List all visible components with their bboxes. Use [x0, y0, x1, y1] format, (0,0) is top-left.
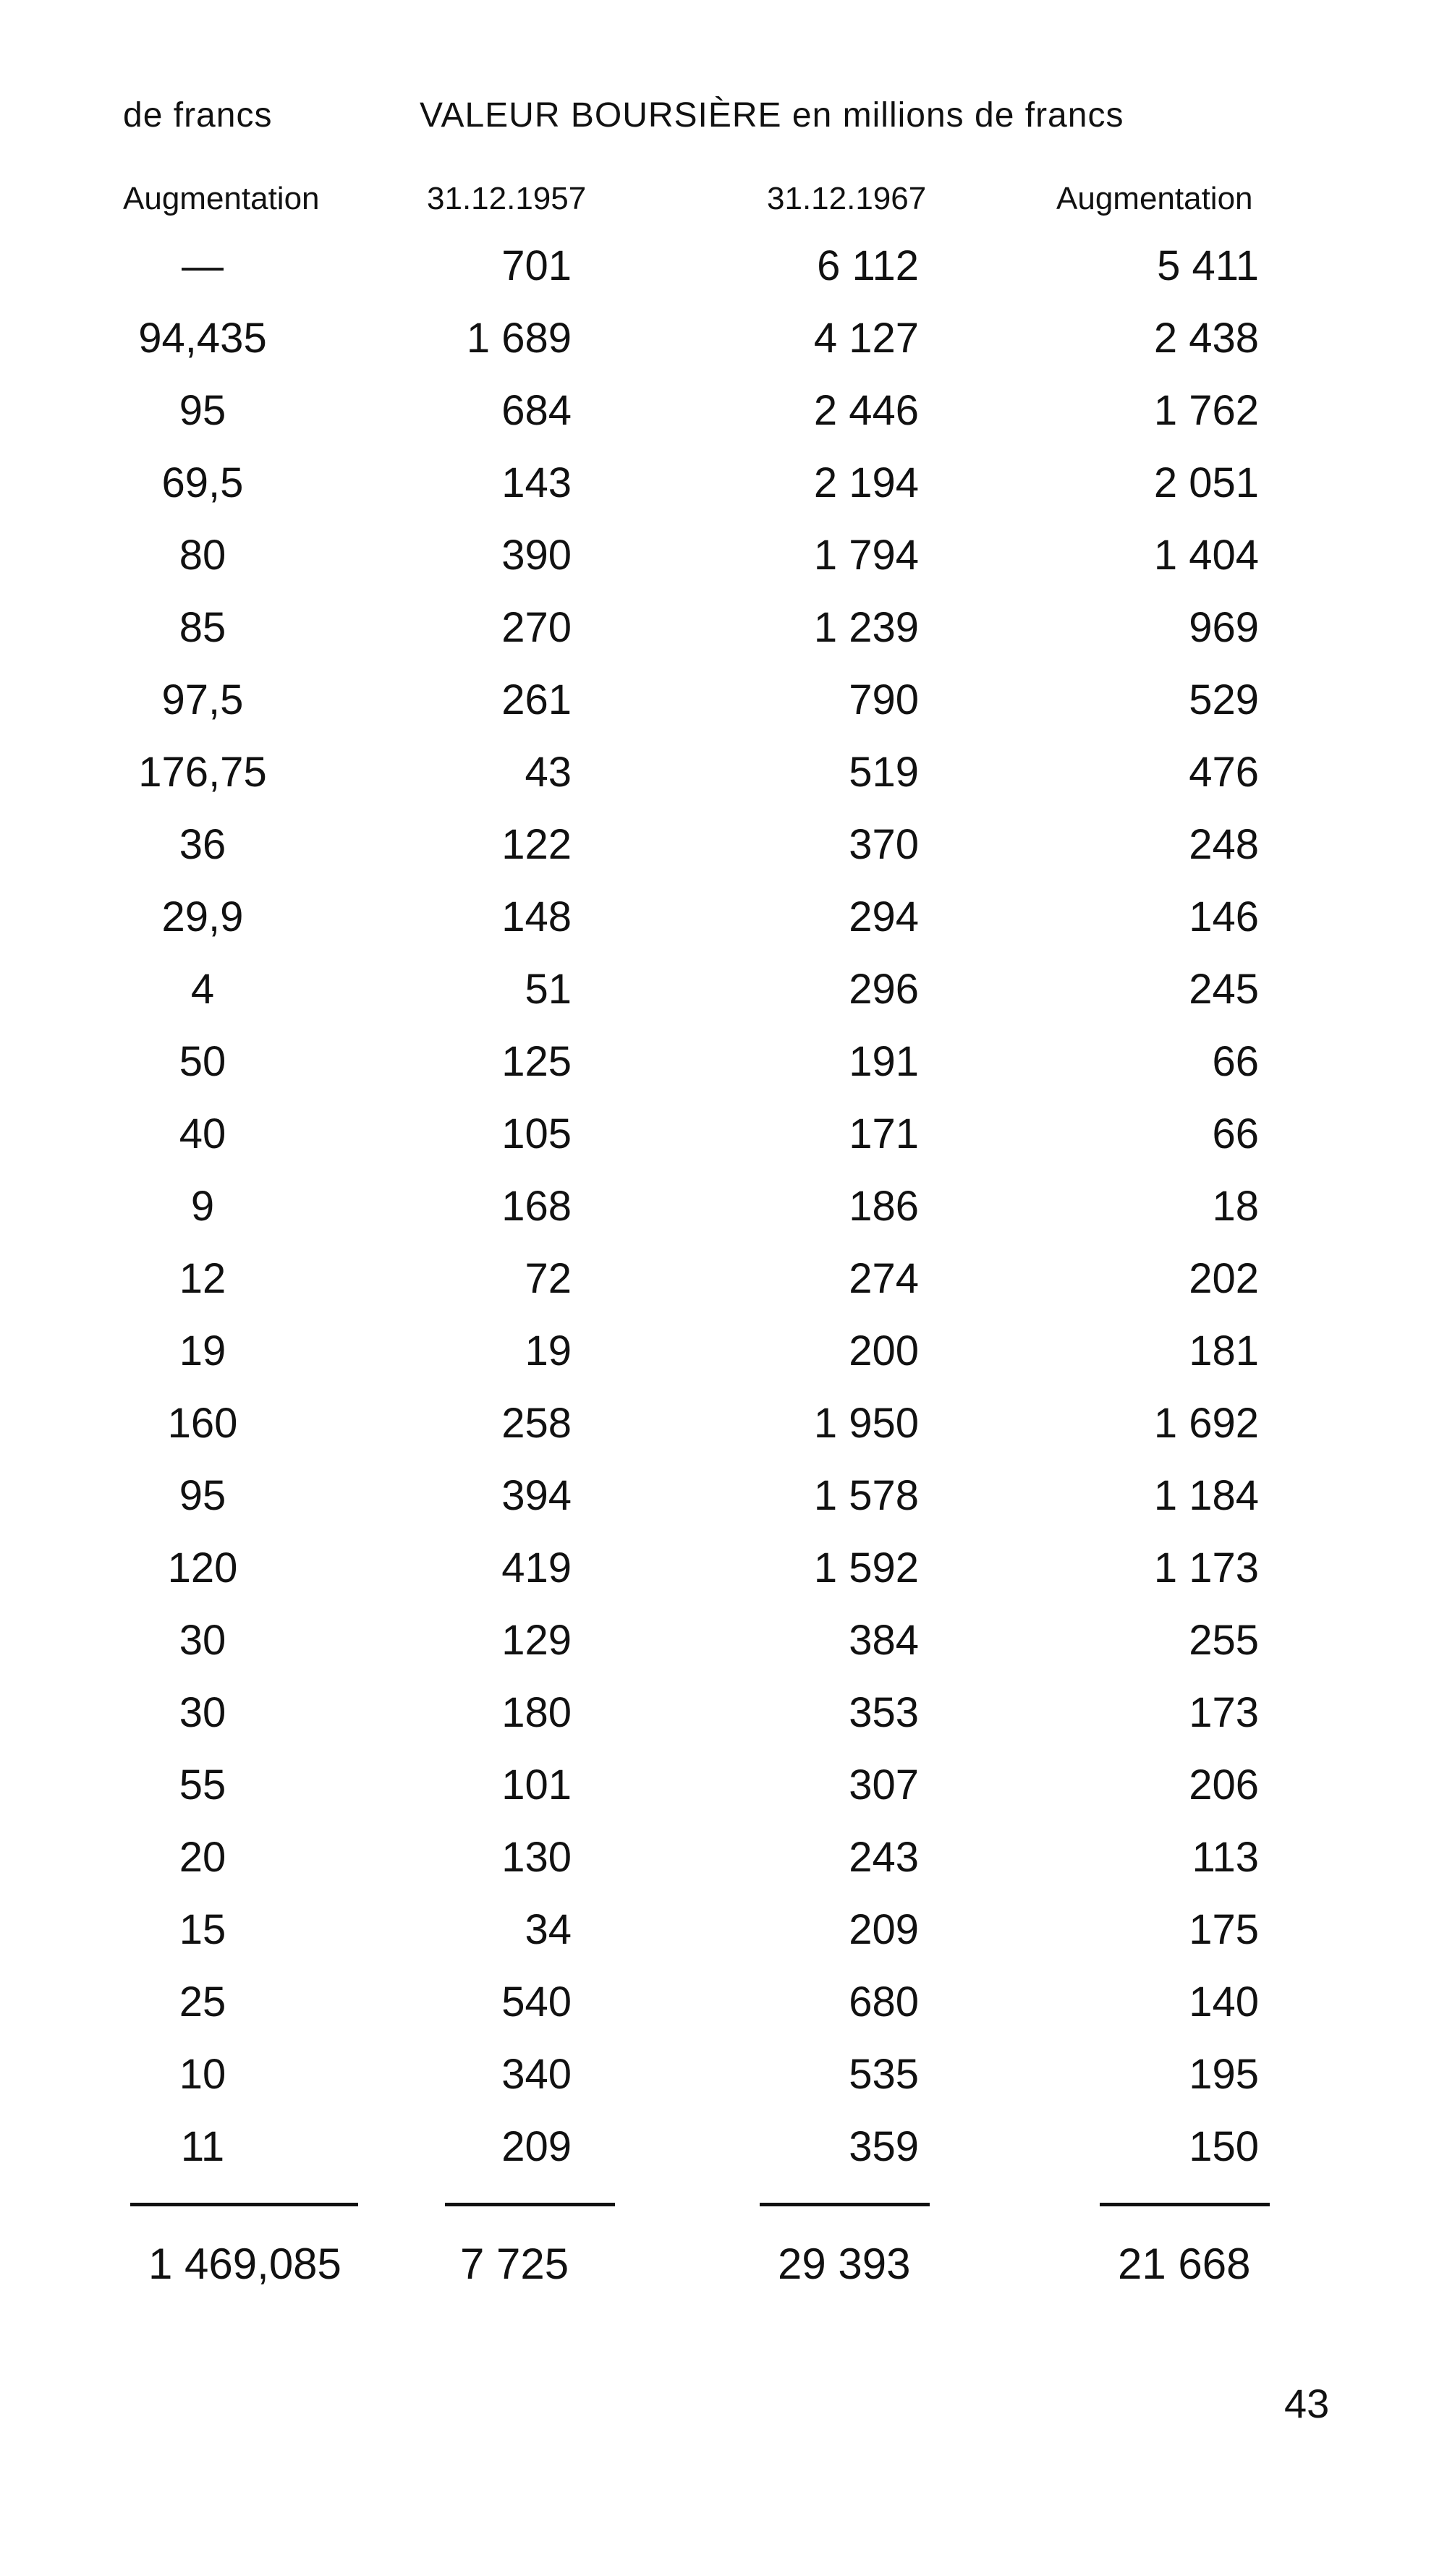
table-cell	[123, 1749, 355, 1822]
table-cell: 340	[501, 2051, 572, 2098]
table-cell	[123, 375, 355, 447]
table-cell	[123, 1532, 355, 1604]
table-cell: 66	[1212, 1038, 1259, 1085]
table-row	[0, 1894, 1447, 1966]
table-cell-text: 80	[179, 532, 226, 579]
table-cell: 181	[1189, 1327, 1259, 1374]
table-cell	[123, 1966, 355, 2039]
table-cell: 296	[849, 966, 919, 1013]
table-cell: 1 794	[813, 532, 919, 579]
table-cell: 1 689	[466, 315, 572, 362]
table-cell: 353	[849, 1689, 919, 1736]
table-cell-text: 4	[190, 966, 215, 1013]
table-cell	[123, 1315, 355, 1387]
column-header: 31.12.1967	[767, 181, 927, 216]
table-cell: 125	[501, 1038, 572, 1085]
table-row	[0, 447, 1447, 519]
table-cell-text: 25	[179, 1978, 226, 2025]
table-cell: 307	[849, 1761, 919, 1808]
table-cell: 113	[1192, 1834, 1259, 1881]
table-cell: 5 411	[1157, 242, 1259, 289]
total-cell: 21 668	[1118, 2240, 1251, 2288]
table-cell: 261	[501, 676, 572, 723]
table-cell: 140	[1189, 1978, 1259, 2025]
table-cell: 34	[525, 1906, 572, 1953]
table-cell	[123, 592, 355, 664]
table-cell-text: 11	[180, 2123, 225, 2170]
table-cell-text: 30	[179, 1617, 226, 1664]
table-cell: 258	[501, 1400, 572, 1447]
table-cell: 1 173	[1153, 1544, 1259, 1591]
table-cell: 1 950	[813, 1400, 919, 1447]
table-cell: 394	[501, 1472, 572, 1519]
table-row	[0, 736, 1447, 809]
table-cell: 1 592	[813, 1544, 919, 1591]
table-cell: 540	[501, 1978, 572, 2025]
table-cell: 122	[501, 821, 572, 868]
table-title: VALEUR BOURSIÈRE en millions de francs	[420, 96, 1124, 135]
table-row	[0, 1604, 1447, 1677]
table-cell	[123, 1460, 355, 1532]
total-cell: 1 469,085	[148, 2240, 341, 2288]
column-header: Augmentation	[123, 181, 320, 216]
table-cell: 1 692	[1153, 1400, 1259, 1447]
table-cell: 2 194	[813, 459, 919, 506]
table-cell: 274	[849, 1255, 919, 1302]
table-row	[0, 375, 1447, 447]
table-row	[0, 2111, 1447, 2183]
table-cell: 206	[1189, 1761, 1259, 1808]
table-cell: 143	[501, 459, 572, 506]
table-row	[0, 519, 1447, 592]
table-cell-text: 36	[179, 821, 226, 868]
table-cell: 680	[849, 1978, 919, 2025]
table-cell: 130	[501, 1834, 572, 1881]
table-cell-text: 20	[179, 1834, 226, 1881]
table-cell: 101	[501, 1761, 572, 1808]
table-cell: 173	[1189, 1689, 1259, 1736]
table-cell: 529	[1189, 676, 1259, 723]
table-cell-text: —	[182, 242, 224, 289]
column-header: Augmentation	[1056, 181, 1253, 216]
table-cell	[123, 447, 355, 519]
table-cell-text: 19	[179, 1327, 226, 1374]
table-cell	[123, 809, 355, 881]
table-row	[0, 1677, 1447, 1749]
table-cell-text: 10	[179, 2051, 226, 2098]
table-cell: 243	[849, 1834, 919, 1881]
table-cell: 150	[1189, 2123, 1259, 2170]
table-cell	[123, 1894, 355, 1966]
table-cell-text: 95	[179, 387, 226, 434]
table-cell: 359	[849, 2123, 919, 2170]
table-cell: 476	[1189, 749, 1259, 796]
table-row	[0, 953, 1447, 1026]
totals-row	[0, 2224, 1447, 2304]
table-cell-text: 29,9	[161, 893, 244, 940]
table-cell: 1 578	[813, 1472, 919, 1519]
table-cell: 146	[1189, 893, 1259, 940]
table-cell	[123, 736, 355, 809]
table-cell: 2 438	[1153, 315, 1259, 362]
table-cell: 202	[1189, 1255, 1259, 1302]
total-rule	[130, 2203, 358, 2206]
table-row	[0, 592, 1447, 664]
total-rule	[760, 2203, 930, 2206]
table-cell: 66	[1212, 1110, 1259, 1157]
table-cell	[123, 230, 355, 302]
table-cell-text: 50	[179, 1038, 226, 1085]
table-cell: 18	[1212, 1183, 1259, 1230]
table-cell: 171	[849, 1110, 919, 1157]
table-cell: 419	[501, 1544, 572, 1591]
table-cell: 168	[501, 1183, 572, 1230]
table-row	[0, 1460, 1447, 1532]
total-cell: 7 725	[460, 2240, 569, 2288]
table-cell: 1 762	[1153, 387, 1259, 434]
table-cell: 180	[501, 1689, 572, 1736]
table-cell-text: 120	[167, 1544, 238, 1591]
table-row	[0, 1387, 1447, 1460]
table-cell: 175	[1189, 1906, 1259, 1953]
unit-label: de francs	[123, 96, 273, 135]
table-cell	[123, 1026, 355, 1098]
table-cell	[123, 1822, 355, 1894]
table-cell: 519	[849, 749, 919, 796]
table-body	[0, 230, 1447, 2183]
table-cell: 248	[1189, 821, 1259, 868]
table-row	[0, 1822, 1447, 1894]
table-cell: 969	[1189, 604, 1259, 651]
table-row	[0, 809, 1447, 881]
table-cell-text: 85	[179, 604, 226, 651]
table-cell-text: 97,5	[161, 676, 244, 723]
table-cell: 4 127	[813, 315, 919, 362]
table-cell: 701	[501, 242, 572, 289]
table-cell: 148	[501, 893, 572, 940]
table-row	[0, 1532, 1447, 1604]
table-cell-text: 9	[190, 1183, 215, 1230]
table-cell: 191	[849, 1038, 919, 1085]
table-cell-text: 12	[179, 1255, 226, 1302]
table-cell: 255	[1189, 1617, 1259, 1664]
table-cell: 105	[501, 1110, 572, 1157]
table-row	[0, 1749, 1447, 1822]
table-cell	[123, 2111, 355, 2183]
table-cell: 294	[849, 893, 919, 940]
table-cell	[123, 1243, 355, 1315]
total-cell: 29 393	[778, 2240, 911, 2288]
table-row	[0, 664, 1447, 736]
table-cell-text: 94,435	[138, 315, 267, 362]
table-cell	[123, 1387, 355, 1460]
table-cell: 6 112	[817, 242, 919, 289]
page-number: 43	[1284, 2381, 1330, 2426]
table-cell: 186	[849, 1183, 919, 1230]
table-cell: 2 051	[1153, 459, 1259, 506]
table-cell	[123, 302, 355, 375]
table-cell	[123, 881, 355, 953]
table-cell: 384	[849, 1617, 919, 1664]
table-cell: 209	[849, 1906, 919, 1953]
table-cell: 19	[525, 1327, 572, 1374]
table-row	[0, 881, 1447, 953]
table-cell: 2 446	[813, 387, 919, 434]
table-cell-text: 95	[179, 1472, 226, 1519]
table-cell	[123, 1170, 355, 1243]
table-cell: 390	[501, 532, 572, 579]
table-row	[0, 230, 1447, 302]
table-row	[0, 1026, 1447, 1098]
table-row	[0, 1170, 1447, 1243]
table-cell	[123, 1098, 355, 1170]
table-cell: 209	[501, 2123, 572, 2170]
table-cell	[123, 953, 355, 1026]
table-cell: 1 184	[1153, 1472, 1259, 1519]
table-row	[0, 1243, 1447, 1315]
total-rule	[445, 2203, 615, 2206]
table-cell-text: 176,75	[138, 749, 267, 796]
total-rule	[1100, 2203, 1270, 2206]
table-cell-text: 160	[167, 1400, 238, 1447]
table-cell: 684	[501, 387, 572, 434]
table-cell-text: 15	[179, 1906, 226, 1953]
table-cell-text: 40	[179, 1110, 226, 1157]
table-cell: 43	[525, 749, 572, 796]
table-cell-text: 30	[179, 1689, 226, 1736]
table-cell	[123, 1604, 355, 1677]
table-row	[0, 2039, 1447, 2111]
table-cell	[123, 664, 355, 736]
table-cell: 790	[849, 676, 919, 723]
table-cell	[123, 1677, 355, 1749]
table-cell	[123, 519, 355, 592]
table-cell: 245	[1189, 966, 1259, 1013]
table-row	[0, 1315, 1447, 1387]
table-cell: 1 239	[813, 604, 919, 651]
table-cell: 1 404	[1153, 532, 1259, 579]
table-row	[0, 1966, 1447, 2039]
table-cell: 72	[525, 1255, 572, 1302]
table-cell: 535	[849, 2051, 919, 2098]
table-cell: 370	[849, 821, 919, 868]
table-row	[0, 302, 1447, 375]
column-header: 31.12.1957	[427, 181, 587, 216]
table-cell: 200	[849, 1327, 919, 1374]
table-cell: 129	[501, 1617, 572, 1664]
table-cell	[123, 2039, 355, 2111]
table-cell-text: 55	[179, 1761, 226, 1808]
table-cell: 51	[525, 966, 572, 1013]
table-row	[0, 1098, 1447, 1170]
table-cell: 270	[501, 604, 572, 651]
table-cell-text: 69,5	[161, 459, 244, 506]
table-cell: 195	[1189, 2051, 1259, 2098]
